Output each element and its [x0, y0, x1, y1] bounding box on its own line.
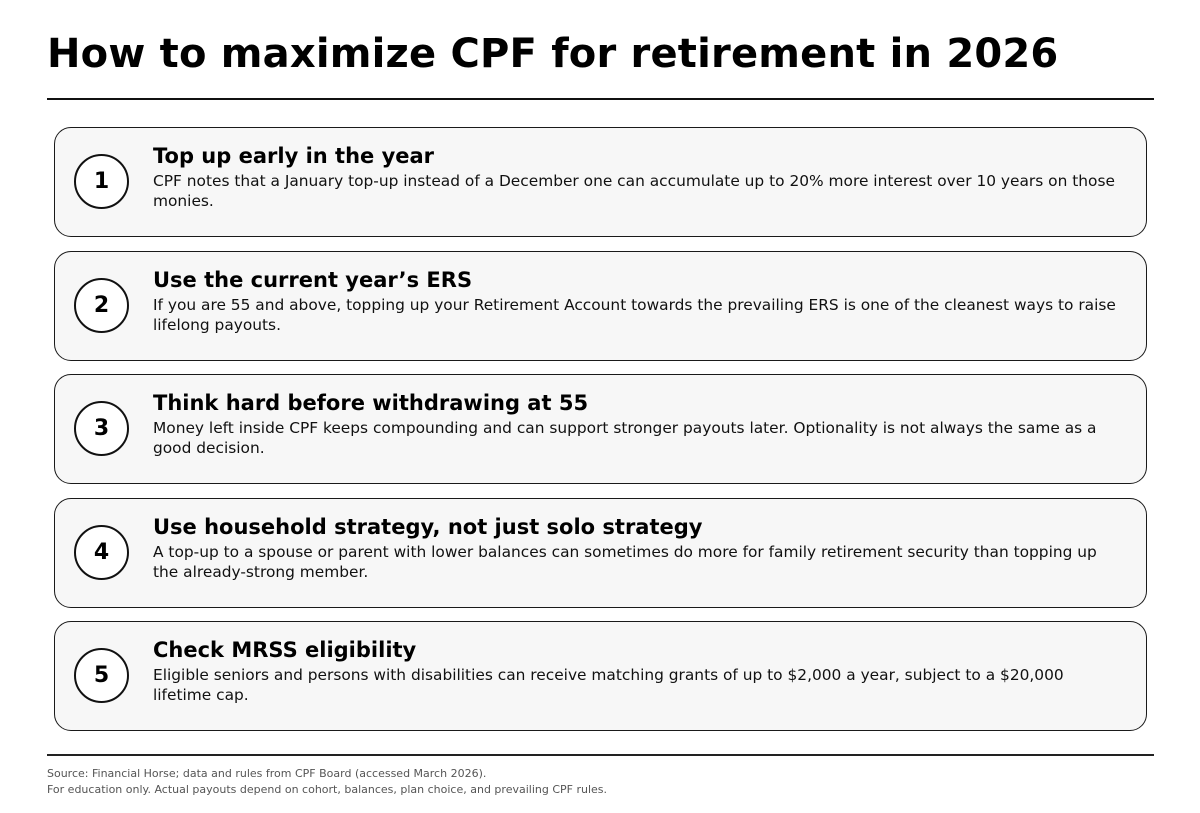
tip-card-3 — [54, 374, 1147, 484]
disclaimer-note: For education only. Actual payouts depend on cohort, balances, plan choice, and prevailing CPF rules. — [47, 783, 608, 796]
footer-divider — [47, 754, 1154, 756]
step-number-badge: 5 — [74, 648, 129, 703]
title-divider — [47, 98, 1154, 100]
step-number-badge: 4 — [74, 525, 129, 580]
tip-heading: Use the current year’s ERS — [153, 267, 473, 292]
step-number-badge: 1 — [74, 154, 129, 209]
tip-heading: Use household strategy, not just solo strategy — [153, 514, 703, 539]
tip-description: Eligible seniors and persons with disabilities can receive matching grants of up to $2,000 a year, subject to a $20,000 lifetime cap. — [153, 666, 1064, 704]
tip-description: Money left inside CPF keeps compounding and can support stronger payouts later. Optionality is not always the same as a good decision. — [153, 419, 1097, 457]
step-number-badge: 3 — [74, 401, 129, 456]
tip-description: A top-up to a spouse or parent with lower balances can sometimes do more for family retirement security than topping up the already-strong member. — [153, 542, 1097, 581]
tip-card-4 — [54, 498, 1147, 608]
tips-list — [54, 127, 1147, 745]
tip-description: CPF notes that a January top-up instead of a December one can accumulate up to 20% more interest over 10 years on those monies. — [153, 172, 1115, 210]
source-note: Source: Financial Horse; data and rules from CPF Board (accessed March 2026). — [47, 767, 487, 780]
tip-card-1 — [54, 127, 1147, 237]
tip-heading: Check MRSS eligibility — [153, 638, 417, 662]
page-title: How to maximize CPF for retirement in 2026 — [47, 31, 1059, 77]
tip-card-2 — [54, 251, 1147, 361]
tip-heading: Top up early in the year — [153, 144, 435, 168]
tip-card-5 — [54, 621, 1147, 731]
tip-description: If you are 55 and above, topping up your Retirement Account towards the prevailing ERS is one of the cleanest ways to raise lifelong payouts. — [153, 295, 1116, 334]
tip-heading: Think hard before withdrawing at 55 — [153, 391, 589, 415]
step-number-badge: 2 — [74, 278, 129, 333]
